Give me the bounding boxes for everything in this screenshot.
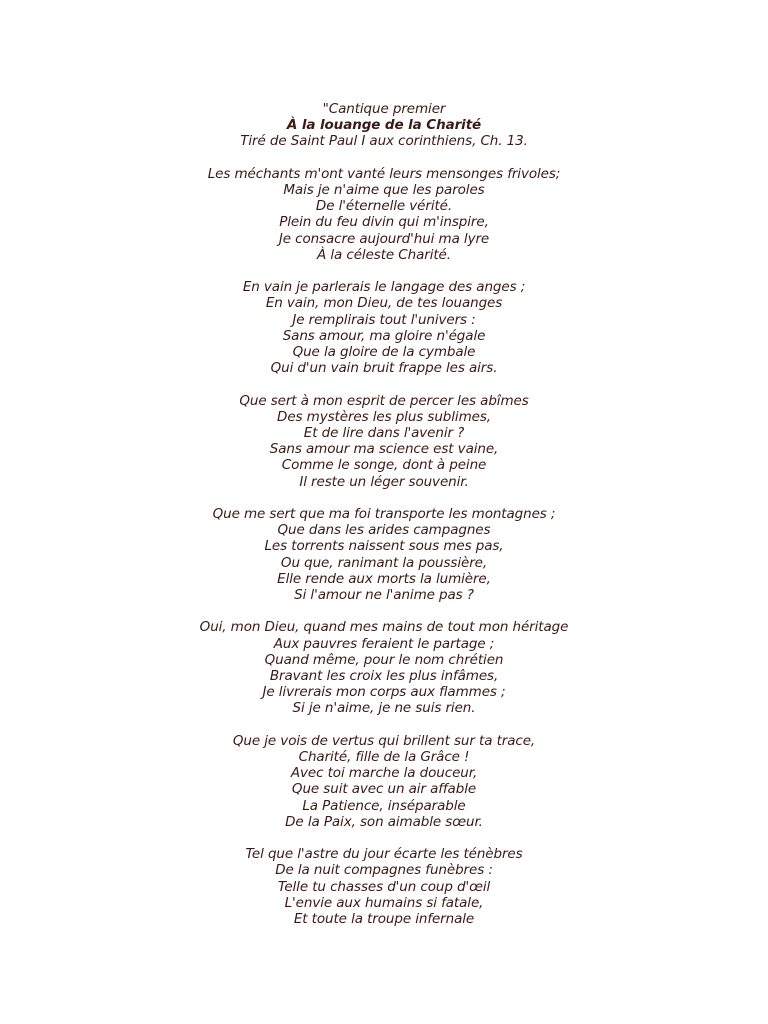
verse-line: Que la gloire de la cymbale [292,344,476,361]
verse-line: Les méchants m'ont vanté leurs mensonges frivoles; [207,165,561,182]
verse-line: De la nuit compagnes funèbres : [275,862,493,879]
stanza-5 [0,619,768,716]
stanza-3 [0,393,768,490]
verse-line: Je livrerais mon corps aux flammes ; [262,684,506,701]
verse-line: Telle tu chasses d'un coup d'œil [277,878,491,895]
verse-line: Que suit avec un air affable [291,781,477,798]
verse-line: Des mystères les plus sublimes, [277,408,491,425]
verse-line: L'envie aux humains si fatale, [284,894,484,911]
verse-line: En vain, mon Dieu, de tes louanges [265,295,503,312]
poem-title: À la louange de la Charité [286,117,482,134]
verse-line: Avec toi marche la douceur, [290,765,478,782]
verse-line: Quand même, pour le nom chrétien [264,651,504,668]
poem-page [0,101,768,927]
verse-line: Bravant les croix les plus infâmes, [269,668,499,685]
verse-line: Si l'amour ne l'anime pas ? [294,587,474,604]
verse-line: Sans amour ma science est vaine, [269,441,499,458]
stanza-6 [0,733,768,830]
verse-line: Je consacre aujourd'hui ma lyre [278,230,490,247]
verse-line: Qui d'un vain bruit frappe les airs. [270,360,498,377]
verse-line: Que dans les arides campagnes [277,522,491,539]
verse-line: Que je vois de vertus qui brillent sur ta trace, [232,732,536,749]
verse-line: Mais je n'aime que les paroles [283,182,485,198]
stanza-7 [0,846,768,927]
stanza-4 [0,506,768,603]
verse-line: Les torrents naissent sous mes pas, [264,538,504,555]
verse-line: Et de lire dans l'avenir ? [303,425,465,442]
stanza-2 [0,279,768,376]
verse-line: Aux pauvres feraient le partage ; [273,635,495,652]
verse-line: Que me sert que ma foi transporte les montagnes ; [212,506,556,523]
verse-line: Ou que, ranimant la poussière, [280,554,488,571]
verse-line: Il reste un léger souvenir. [299,473,469,490]
verse-line: De l'éternelle vérité. [315,198,453,215]
verse-line: Oui, mon Dieu, quand mes mains de tout mon héritage [199,619,569,636]
verse-line: Je remplirais tout l'univers : [292,311,476,328]
verse-line: À la céleste Charité. [317,246,451,263]
verse-line: Si je n'aime, je ne suis rien. [292,700,476,717]
verse-line: Plein du feu divin qui m'inspire, [279,214,489,231]
verse-line: Sans amour, ma gloire n'égale [282,327,486,344]
poem-header [0,101,768,150]
header-line: "Cantique premier [322,101,446,117]
verse-line: Tel que l'astre du jour écarte les ténèbres [245,846,523,863]
verse-line: Et toute la troupe infernale [293,911,475,928]
verse-line: De la Paix, son aimable sœur. [285,813,483,830]
stanza-1 [0,166,768,263]
verse-line: La Patience, inséparable [302,797,466,814]
verse-line: En vain je parlerais le langage des anges ; [242,279,526,296]
poem-source: Tiré de Saint Paul I aux corinthiens, Ch. 13. [240,133,528,150]
verse-line: Que sert à mon esprit de percer les abîmes [239,392,529,409]
verse-line: Charité, fille de la Grâce ! [298,749,470,766]
verse-line: Elle rende aux morts la lumière, [277,570,491,587]
verse-line: Comme le songe, dont à peine [281,457,487,474]
